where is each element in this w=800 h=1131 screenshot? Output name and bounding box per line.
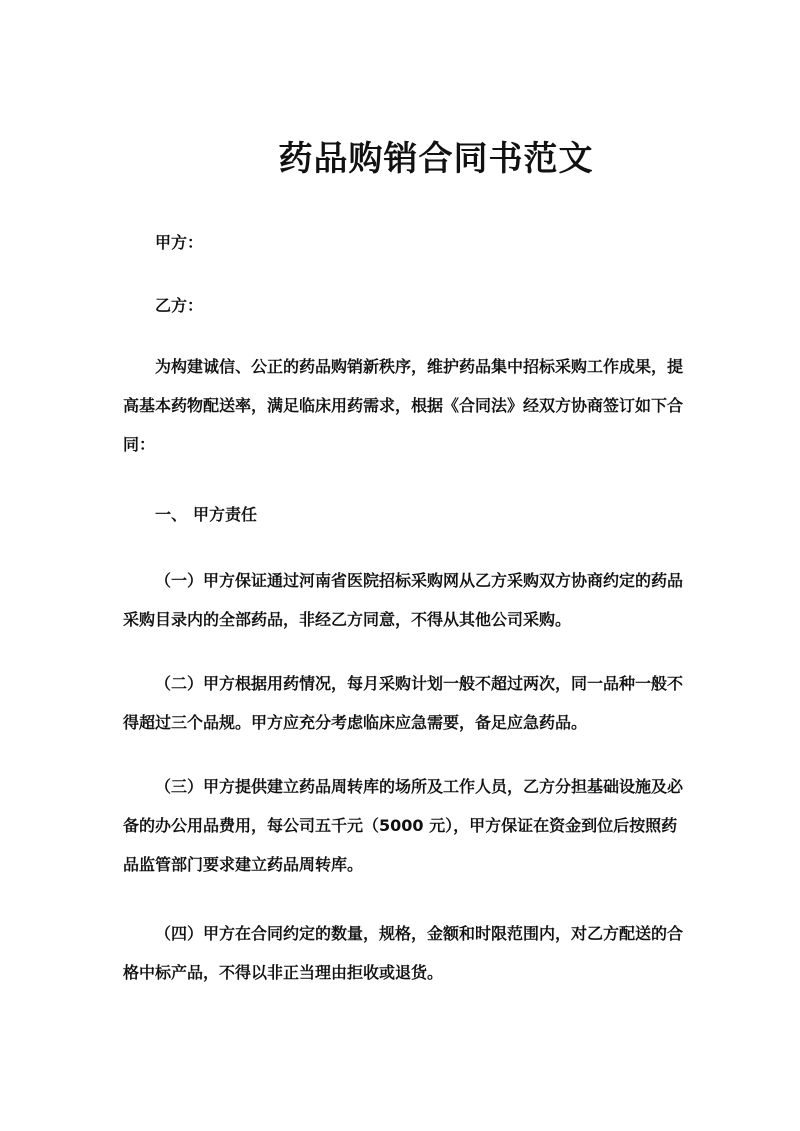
section-title: 甲方责任 xyxy=(193,505,258,524)
clause-paragraph-4: （四）甲方在合同约定的数量，规格，金额和时限范围内，对乙方配送的合格中标产品，不得以非正当理由拒收或退货。 xyxy=(123,924,684,982)
clause-paragraph-3: （三）甲方提供建立药品周转库的场所及工作人员，乙方分担基础设施及必备的办公用品费用，每公司五千元（5000 元），甲方保证在资金到位后按照药品监管部门要求建立药品周转库。 xyxy=(123,777,684,874)
document-title: 药品购销合同书范文 xyxy=(278,139,594,179)
section-number: 一、 xyxy=(155,505,188,524)
preamble-paragraph: 为构建诚信、公正的药品购销新秩序，维护药品集中招标采购工作成果，提高基本药物配送率，满足临床用药需求，根据《合同法》经双方协商签订如下合同： xyxy=(123,357,684,454)
party-b-label: 乙方： xyxy=(155,296,204,315)
clause-paragraph-2: （二）甲方根据用药情况，每月采购计划一般不超过两次，同一品种一般不得超过三个品规。甲方应充分考虑临床应急需要，备足应急药品。 xyxy=(123,674,684,732)
clause-paragraph-1: （一）甲方保证通过河南省医院招标采购网从乙方采购双方协商约定的药品采购目录内的全部药品，非经乙方同意，不得从其他公司采购。 xyxy=(123,571,684,629)
party-a-label: 甲方： xyxy=(155,233,204,252)
section-heading xyxy=(155,503,257,527)
